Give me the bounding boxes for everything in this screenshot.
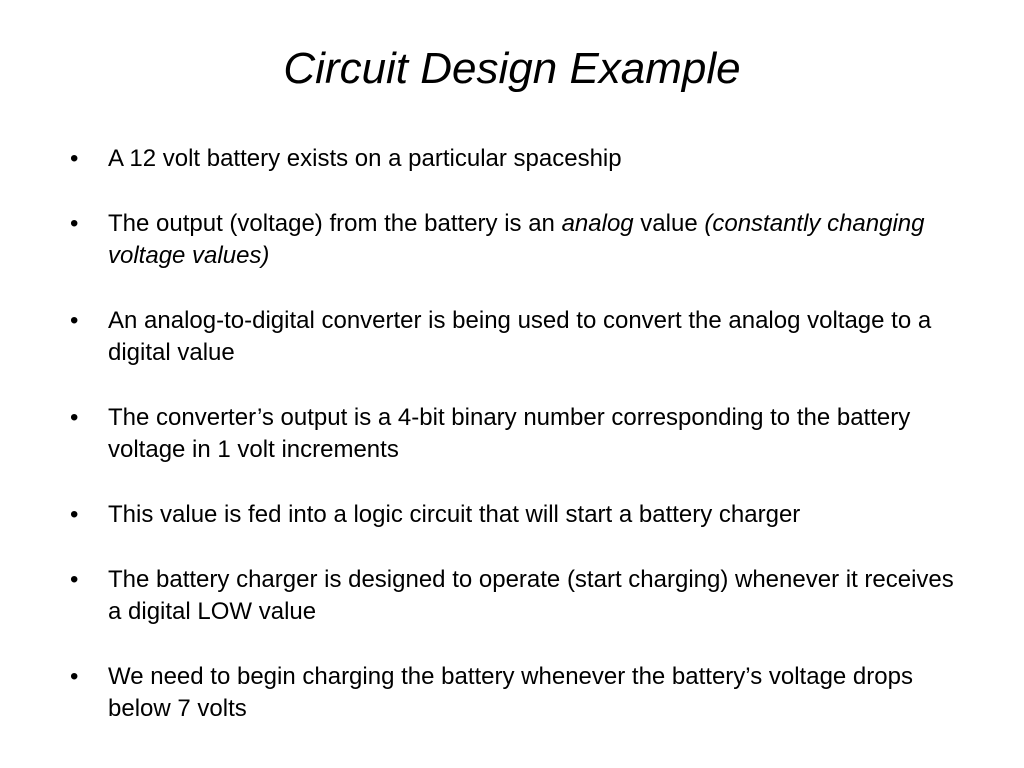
emphasis-note: (constantly changing voltage values)	[108, 210, 925, 269]
bullet-marker: •	[70, 404, 79, 431]
bullet-item	[70, 402, 960, 466]
bullet-item	[70, 499, 960, 531]
bullet-text: We need to begin charging the battery whenever the battery’s voltage drops below 7 volts	[108, 663, 913, 722]
bullet-marker: •	[70, 307, 79, 334]
bullet-marker: •	[70, 145, 79, 172]
bullet-item	[70, 143, 960, 175]
bullet-text-part: value	[633, 210, 705, 237]
bullet-marker: •	[70, 566, 79, 593]
bullet-list	[70, 143, 960, 758]
bullet-text: An analog-to-digital converter is being used to convert the analog voltage to a digital value	[108, 307, 932, 366]
bullet-item	[70, 208, 960, 272]
bullet-text-part: The output (voltage) from the battery is an	[108, 210, 562, 237]
bullet-marker: •	[70, 501, 79, 528]
bullet-text: A 12 volt battery exists on a particular spaceship	[108, 145, 622, 172]
bullet-item	[70, 661, 960, 725]
bullet-item	[70, 564, 960, 628]
bullet-marker: •	[70, 663, 79, 690]
bullet-text	[108, 210, 925, 269]
emphasis-analog: analog	[561, 210, 634, 237]
bullet-text: The converter’s output is a 4-bit binary number corresponding to the battery voltage in 1 volt increments	[108, 404, 911, 463]
bullet-text: This value is fed into a logic circuit that will start a battery charger	[108, 501, 801, 528]
bullet-item	[70, 305, 960, 369]
bullet-text: The battery charger is designed to operate (start charging) whenever it receives a digital LOW value	[108, 566, 954, 625]
bullet-marker: •	[70, 210, 79, 237]
slide-title: Circuit Design Example	[283, 44, 741, 93]
